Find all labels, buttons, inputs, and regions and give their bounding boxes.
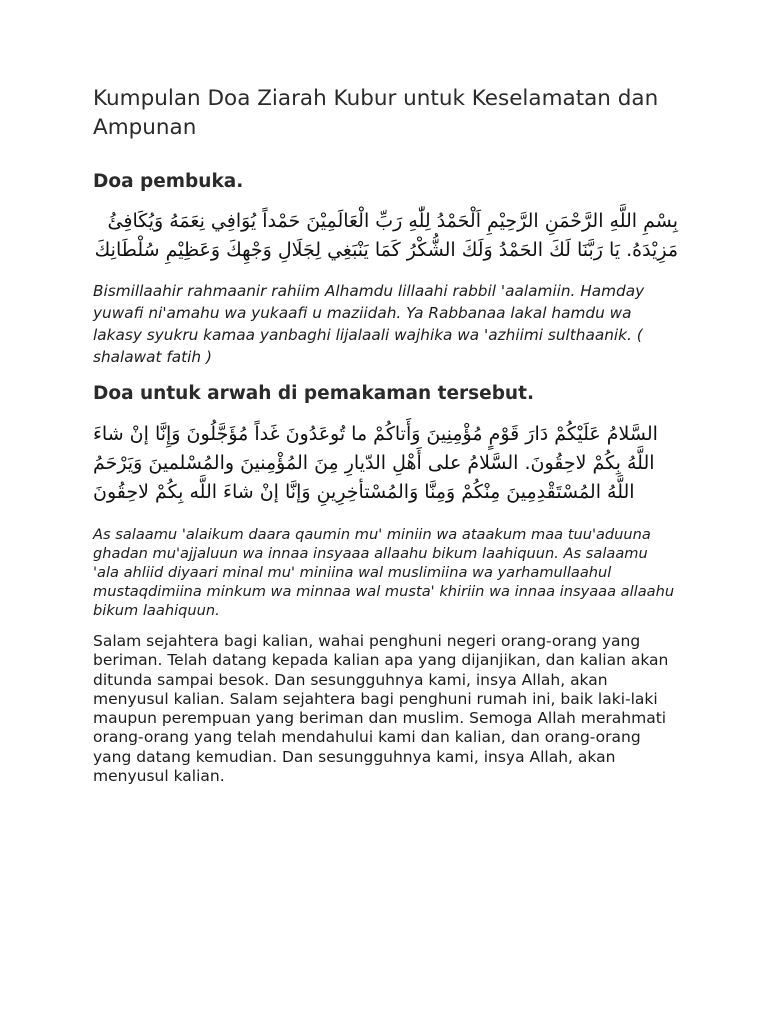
arabic-prayer-for-deceased: السَّلامُ عَلَيْكُمْ دَارَ قَوْمٍ مُؤْمِنِينَ وَأَتاكُمْ ما تُوعَدُونَ غَداً مُؤَجَّلُونَ وَإِنَّا إنْ شاءَ اللَّهُ بِكُمْ لاحِقُونَ. السَّلامُ على أَهْلِ الدّيارِ مِنَ المُؤْمِنينَ والمُسْلمينَ وَيَرْحَمُ اللَّهُ المُسْتَقْدِمِينَ مِنْكُمْ وَمِنَّا وَالمُسْتأخِرِينِ وَإنَّا إنْ شاءَ اللَّه بِكُمْ لاحِقُونَ: [93, 423, 658, 503]
translation-prayer-for-deceased: Salam sejahtera bagi kalian, wahai penghuni negeri orang-orang yang beriman. Telah datang kepada kalian apa yang dijanjikan, dan kalian akan ditunda sampai besok. Dan sesungguhnya kami, insya Allah, akan menyusul kalian. Salam sejahtera bagi penghuni rumah ini, baik laki-laki maupun perempuan yang beriman dan muslim. Semoga Allah merahmati orang-orang yang telah mendahului kami dan kalian, dan orang-orang yang datang kemudian. Dan sesungguhnya kami, insya Allah, akan menyusul kalian.: [93, 632, 669, 786]
section-heading-opening-prayer: Doa pembuka.: [93, 171, 244, 192]
section-heading-prayer-for-deceased: Doa untuk arwah di pemakaman tersebut.: [93, 383, 534, 404]
transliteration-prayer-for-deceased: As salaamu 'alaikum daara qaumin mu' miniin wa ataakum maa tuu'aduuna ghadan mu'ajjaluun wa innaa insyaaa allaahu bikum laahiquun. As salaamu 'ala ahliid diyaari minal mu' miniina wal muslimiina wa yarhamullaahul mustaqdimiina minkum wa minnaa wal musta' khiriin wa innaa insyaaa allaahu bikum laahiquun.: [93, 526, 675, 619]
arabic-opening-prayer: بِسْمِ اللَّهِ الرَّحْمَنِ الرَّحِيْمِ اَلْحَمْدُ لِلّٰهِ رَبِّ الْعَالَمِيْنَ حَمْداً يُوَافِي نِعَمَهُ وَيُكَافِئُ مَزِيْدَهُ. يَا رَبَّنَا لَكَ الحَمْدُ وَلَكَ الشُّكْرُ كَمَا يَنْبَغِي لِجَلَالِ وَجْهِكَ وَعَظِيْمِ سُلْطَانِكَ: [94, 210, 678, 261]
transliteration-opening-prayer: Bismillaahir rahmaanir rahiim Alhamdu lillaahi rabbil 'aalamiin. Hamday yuwafi ni'amahu wa yukaafi u maziidah. Ya Rabbanaa lakal hamdu wa lakasy syukru kamaa yanbaghi lijalaali wajhika wa 'azhiimi sulthaanik. ( shalawat fatih ): [93, 282, 645, 366]
page-title: Kumpulan Doa Ziarah Kubur untuk Keselamatan dan Ampunan: [93, 86, 659, 140]
document-page: [93, 84, 678, 786]
